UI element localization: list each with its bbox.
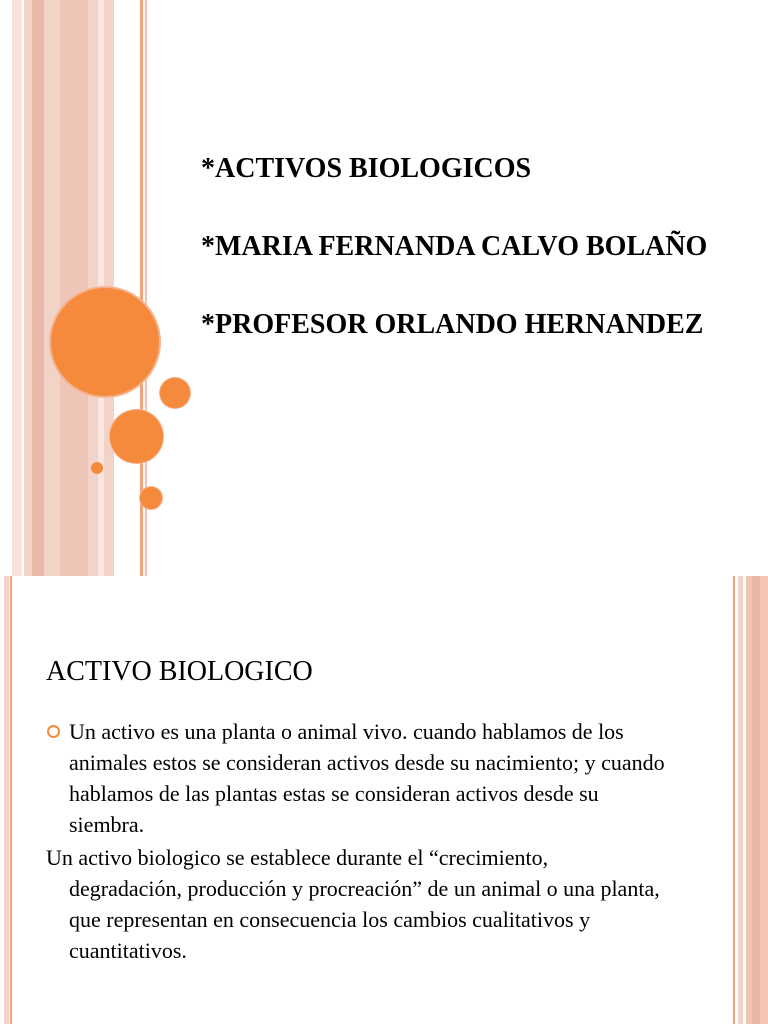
decor-circle-small [140,487,162,509]
professor-name: *PROFESOR ORLANDO HERNANDEZ [201,309,704,340]
content-slide [0,576,768,1024]
presentation-title: *ACTIVOS BIOLOGICOS [201,153,532,184]
bullet-text: Un activo es una planta o animal vivo. cuando hablamos de los animales estos se consideran activos desde su nacimiento; y cuando hablamos de las plantas estas se consideran activos desde su siembra. [69,719,665,837]
bullet-circle-icon [47,725,60,738]
decor-stripe [738,576,743,1024]
slide-heading: ACTIVO BIOLOGICO [46,656,313,687]
decor-stripe [733,576,735,1024]
decor-stripe [4,576,9,1024]
decor-stripe [60,0,88,576]
decor-stripe [12,0,22,576]
decor-circle-large [51,288,159,396]
decor-circle-medium [110,410,163,463]
decor-stripe [752,576,760,1024]
title-block [201,150,721,344]
decor-circle-small [160,378,190,408]
body-paragraph: Un activo biologico se establece durante el “crecimiento, degradación, producción y procreación” de un animal o una planta, que representan en consecuencia los cambios cualitativos y cuantitativos. [46,845,660,963]
decor-circle-tiny [91,462,103,474]
author-name: *MARIA FERNANDA CALVO BOLAÑO [201,231,708,262]
decor-stripe [10,576,12,1024]
decor-stripe [32,0,44,576]
bullet-item [46,716,666,840]
slide-body [46,716,666,966]
